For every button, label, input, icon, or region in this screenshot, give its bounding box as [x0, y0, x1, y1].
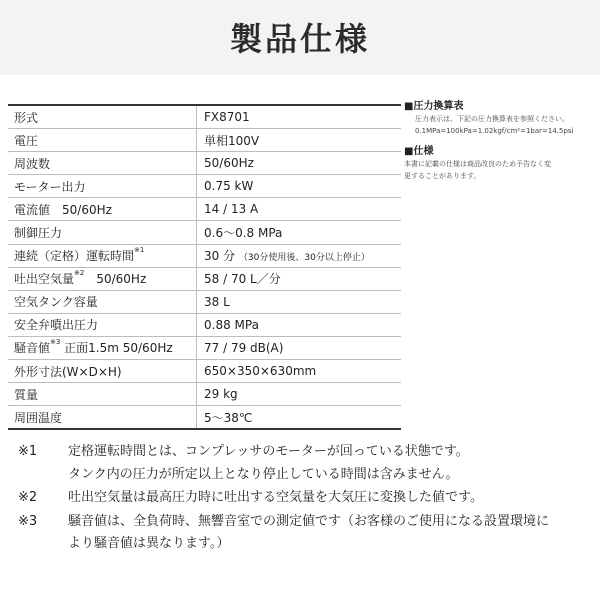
table-row	[8, 129, 401, 152]
spec-label: 質量	[8, 383, 197, 406]
spec-value: 650×350×630mm	[197, 360, 402, 383]
footnote-text: 騒音値は、全負荷時、無響音室での測定値です（お客様のご使用になる設置環境に より騒音値は異なります。）	[68, 513, 550, 551]
spec-value: 0.88 MPa	[197, 313, 402, 336]
spec-label: 制御圧力	[8, 221, 197, 244]
spec-label: 形式	[8, 105, 197, 129]
page-title: 製品仕様	[229, 20, 370, 58]
footnotes	[18, 441, 588, 557]
footnote-mark: ※2	[18, 490, 38, 505]
spec-note-line2: 更することがあります。	[404, 172, 481, 180]
spec-note-line1: 本書に記載の仕様は商品改良のため予告なく変	[404, 160, 551, 168]
footnote-ref: ※2	[74, 269, 85, 278]
table-row	[8, 198, 401, 221]
footnote-mark: ※1	[18, 444, 38, 459]
spec-value: FX8701	[197, 105, 402, 129]
spec-value: 0.6～0.8 MPa	[197, 221, 402, 244]
table-row	[8, 313, 401, 336]
table-row	[8, 152, 401, 175]
spec-label: 周波数	[8, 152, 197, 175]
page-header	[0, 0, 600, 75]
footnote-text: 定格運転時間とは、コンプレッサのモーターが回っている状態です。 タンク内の圧力が所定以上となり停止している時間は含みません。	[68, 444, 469, 482]
spec-value: 0.75 kW	[197, 175, 402, 198]
table-row	[8, 290, 401, 313]
table-row	[8, 406, 401, 430]
footnote-text: 吐出空気量は最高圧力時に吐出する空気量を大気圧に変換した値です。	[68, 490, 483, 505]
spec-value: 単相100V	[197, 129, 402, 152]
pressure-heading: ■圧力換算表	[404, 101, 464, 112]
spec-value-note: （30分使用後、30分以上停止）	[238, 253, 370, 264]
side-notes	[404, 100, 596, 182]
spec-label: 電流値 50/60Hz	[8, 198, 197, 221]
spec-label: 空気タンク容量	[8, 290, 197, 313]
spec-label: モーター出力	[8, 175, 197, 198]
footnote-3	[18, 511, 588, 556]
spec-table	[8, 104, 401, 430]
spec-label: 連続（定格）運転時間$^{※1}$	[8, 244, 197, 267]
spec-label: 安全弁噴出圧力	[8, 313, 197, 336]
table-row	[8, 221, 401, 244]
pressure-note: 圧力表示は、下記の圧力換算表を参照ください。	[415, 115, 569, 123]
footnote-ref: ※3	[50, 338, 61, 347]
spec-value: 38 L	[197, 290, 402, 313]
spec-label: 騒音値$^{※3}$ 正面1.5m 50/60Hz	[8, 336, 197, 359]
table-row	[8, 244, 401, 267]
footnote-mark: ※3	[18, 513, 38, 529]
spec-value: 58 / 70 L／分	[197, 267, 402, 290]
spec-value: 14 / 13 A	[197, 198, 402, 221]
spec-label: 外形寸法(W×D×H)	[8, 360, 197, 383]
table-row	[8, 105, 401, 129]
spec-label: 周囲温度	[8, 406, 197, 430]
table-row	[8, 175, 401, 198]
spec-value: 30 分 （30分使用後、30分以上停止）	[197, 244, 402, 267]
table-row	[8, 267, 401, 290]
table-row	[8, 383, 401, 406]
spec-value: 50/60Hz	[197, 152, 402, 175]
spec-value: 29 kg	[197, 383, 402, 406]
table-row	[8, 360, 401, 383]
footnote-1	[18, 441, 588, 486]
footnote-2	[18, 487, 588, 510]
spec-label: 吐出空気量$^{※2}$ 50/60Hz	[8, 267, 197, 290]
table-row	[8, 336, 401, 359]
spec-value: 77 / 79 dB(A)	[197, 336, 402, 359]
spec-value: 5～38℃	[197, 406, 402, 430]
footnote-ref: ※1	[134, 246, 145, 255]
spec-label: 電圧	[8, 129, 197, 152]
spec-heading: ■仕様	[404, 146, 434, 157]
pressure-formula: 0.1MPa=100kPa=1.02kgf/cm²=1bar=14.5psi	[415, 127, 574, 135]
